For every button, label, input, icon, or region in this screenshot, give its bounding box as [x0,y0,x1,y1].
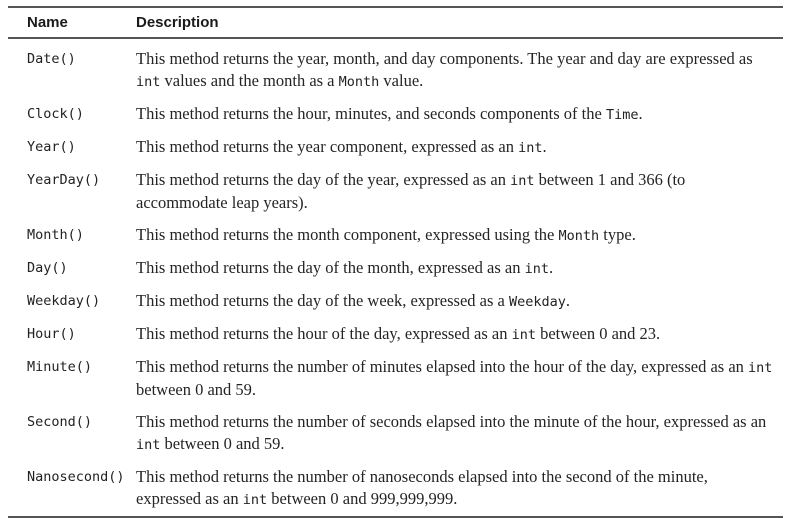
description-text: between 1 and 366 (to accommodate leap years). [136,170,686,212]
inline-code: Month [338,74,380,90]
inline-code: int [510,173,535,189]
description-cell [136,351,783,406]
method-name-cell: Second() [27,414,93,430]
table-row [8,98,783,131]
description-text: between 0 and 999,999,999. [267,489,458,508]
table-row [8,164,783,219]
method-name-cell: Year() [27,139,76,155]
table-header [8,7,783,38]
description-text: . [565,291,570,310]
method-name-cell: Day() [27,260,68,276]
description-text: type. [599,225,636,244]
methods-table [8,6,783,518]
method-name-cell: Nanosecond() [27,469,125,485]
description-text: between 0 and 59. [136,380,257,399]
description-text: between 0 and 59. [160,434,285,453]
table-row [8,351,783,406]
description-cell [136,219,783,252]
inline-code: int [511,327,536,343]
column-header-description: Description [136,7,783,38]
description-cell [136,252,783,285]
description-text: . [548,258,554,277]
description-text: This method returns the day of the year, expressed as an [136,170,511,189]
table-row [8,318,783,351]
method-name-cell: Date() [27,51,76,67]
description-cell [136,406,783,461]
description-cell [136,461,783,517]
description-text: This method returns the day of the week, expressed as a [136,291,509,310]
table-row [8,219,783,252]
table-row [8,38,783,98]
description-text: This method returns the number of nanoseconds elapsed into the second of the minute, expressed as an [136,467,708,508]
description-text: . [542,137,547,156]
description-cell [136,164,783,219]
method-name-cell: Minute() [27,359,93,375]
description-text: between 0 and 23. [535,324,661,343]
inline-code: int [136,74,161,90]
inline-code: int [748,360,773,376]
description-text: This method returns the number of minutes elapsed into the hour of the day, expressed as an [136,357,749,376]
table-body [8,38,783,517]
table-row [8,252,783,285]
method-name-cell: YearDay() [27,172,101,188]
column-header-name: Name [8,7,136,38]
method-name-cell: Weekday() [27,293,101,309]
description-text: This method returns the month component, expressed using the [136,225,559,244]
header-row [8,7,783,38]
description-text: This method returns the day of the month, expressed as an [136,258,525,277]
description-text: This method returns the year, month, and day components. The year and day are expressed as [136,49,753,68]
method-name-cell: Clock() [27,106,84,122]
method-name-cell: Month() [27,227,84,243]
description-text: . [638,104,643,123]
inline-code: int [518,140,543,156]
description-cell [136,318,783,351]
inline-code: int [242,492,268,508]
description-text: This method returns the year component, expressed as an [136,137,519,156]
inline-code: Month [558,228,600,244]
inline-code: Weekday [508,294,566,310]
description-text: value. [379,71,424,90]
inline-code: Time [605,107,639,123]
table-row [8,461,783,517]
table-row [8,406,783,461]
description-cell [136,131,783,164]
description-text: values and the month as a [160,71,339,90]
description-cell [136,285,783,318]
description-text: This method returns the hour, minutes, and seconds components of the [136,104,606,123]
method-name-cell: Hour() [27,326,76,342]
description-cell [136,38,783,98]
inline-code: int [524,261,549,277]
description-cell [136,98,783,131]
description-text: This method returns the number of seconds elapsed into the minute of the hour, expressed as an [136,412,767,431]
table-row [8,285,783,318]
description-text: This method returns the hour of the day, expressed as an [136,324,512,343]
table-row [8,131,783,164]
inline-code: int [136,437,161,453]
